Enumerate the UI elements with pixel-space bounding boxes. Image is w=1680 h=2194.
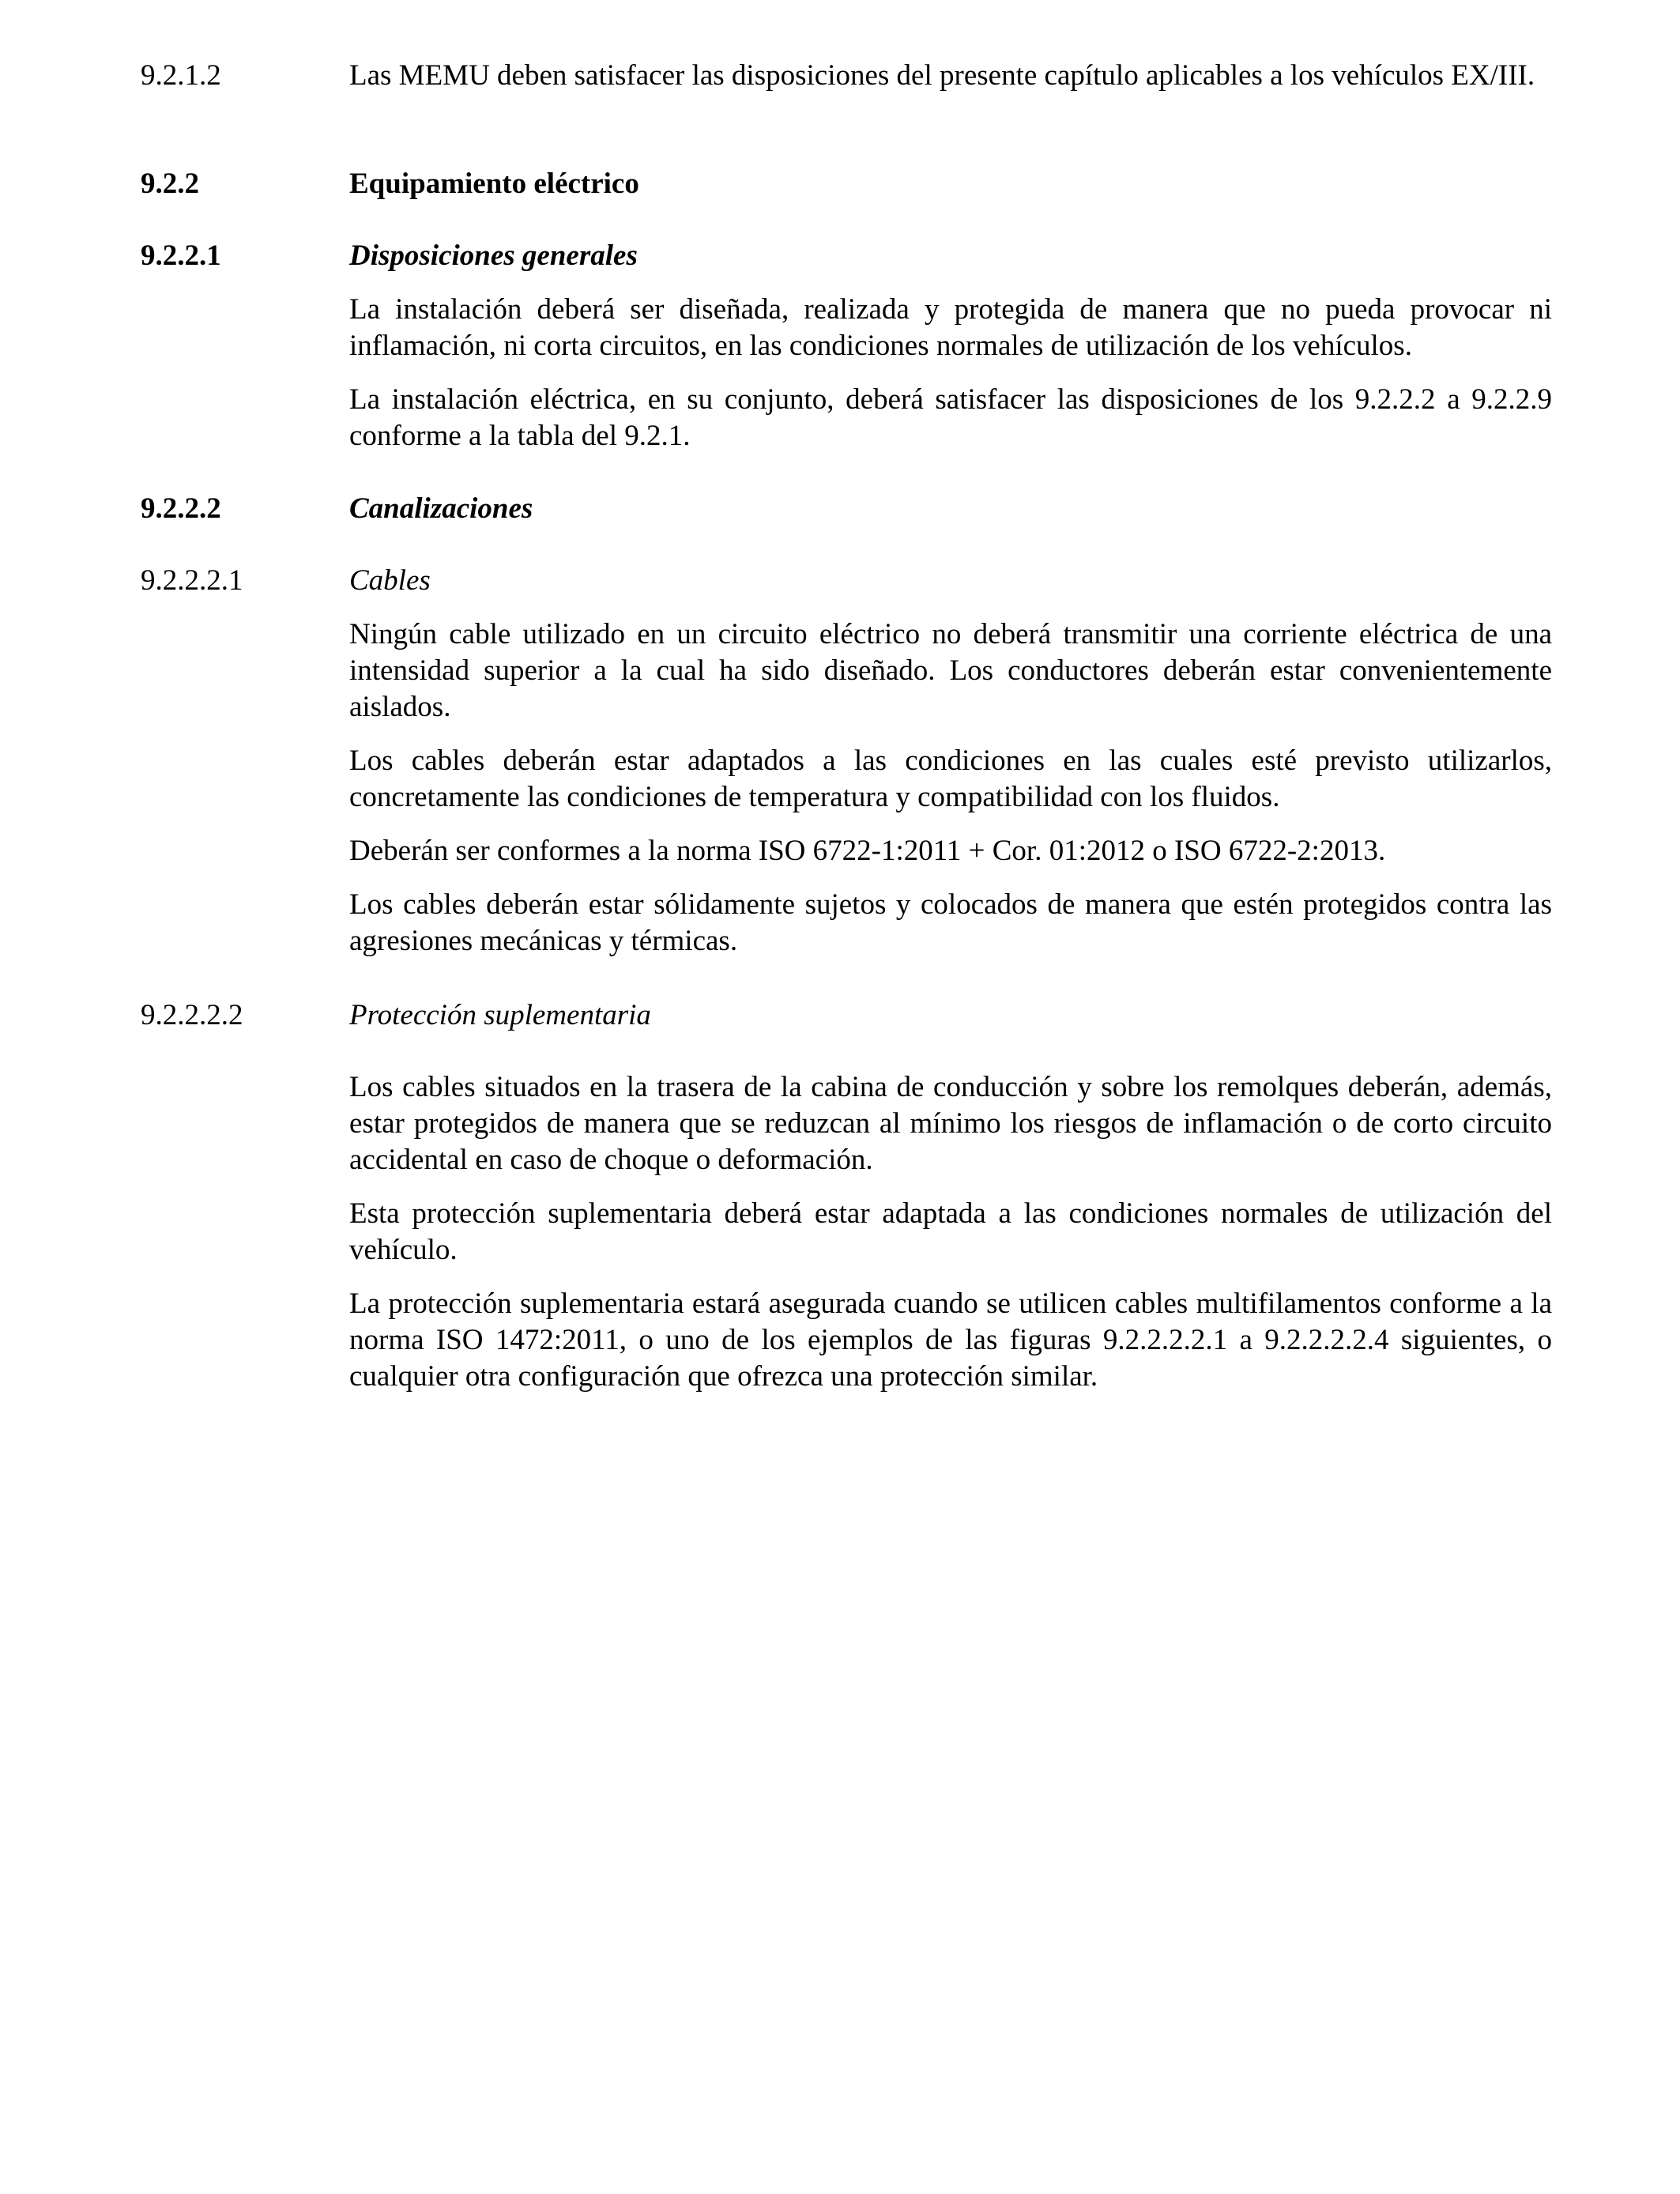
section-body (349, 616, 1552, 977)
section-heading: Disposiciones generales (349, 239, 638, 272)
section-paragraph: Deberán ser conformes a la norma ISO 6722-1:2011 + Cor. 01:2012 o ISO 6722-2:2013. (349, 835, 1386, 867)
section-body (349, 1069, 1552, 1412)
section-number: 9.2.2.2.1 (141, 564, 243, 597)
section-paragraph: La instalación deberá ser diseñada, realizada y protegida de manera que no pueda provocar ni inflamación, ni corta circuitos, en las condiciones normales de utilización de los vehículos. (349, 293, 1552, 362)
section-paragraph: La instalación eléctrica, en su conjunto, deberá satisfacer las disposiciones de los 9.2.2.2 a 9.2.2.9 conforme a la tabla del 9.2.1. (349, 383, 1552, 452)
section-paragraph: Los cables situados en la trasera de la cabina de conducción y sobre los remolques deberán, además, estar protegidos de manera que se reduzcan al mínimo los riesgos de inflamación o de corto circuito accidental en caso de choque o deformación. (349, 1071, 1552, 1176)
section-number: 9.2.2.2.2 (141, 999, 243, 1031)
section-heading: Equipamiento eléctrico (349, 168, 639, 200)
section-paragraph: Los cables deberán estar sólidamente sujetos y colocados de manera que estén protegidos contra las agresiones mecánicas y térmicas. (349, 888, 1552, 957)
section-body (349, 292, 1552, 472)
section-heading: Protección suplementaria (349, 999, 651, 1031)
section-number: 9.2.1.2 (141, 59, 221, 92)
section-number: 9.2.2.1 (141, 239, 221, 272)
section-paragraph: La protección suplementaria estará asegurada cuando se utilicen cables multifilamentos conforme a la norma ISO 1472:2011, o uno de los ejemplos de las figuras 9.2.2.2.2.1 a 9.2.2.2.2.4 siguientes, o cualquier otra configuración que ofrezca una protección similar. (349, 1287, 1552, 1393)
section-paragraph: Los cables deberán estar adaptados a las condiciones en las cuales esté previsto utilizarlos, concretamente las condiciones de temperatura y compatibilidad con los fluidos. (349, 745, 1552, 813)
section-paragraph: Las MEMU deben satisfacer las disposiciones del presente capítulo aplicables a los vehículos EX/III. (349, 59, 1535, 92)
section-heading: Cables (349, 564, 431, 597)
section-heading: Canalizaciones (349, 492, 533, 525)
section-number: 9.2.2 (141, 168, 199, 200)
section-paragraph: Esta protección suplementaria deberá estar adaptada a las condiciones normales de utilización del vehículo. (349, 1197, 1552, 1266)
section-number: 9.2.2.2 (141, 492, 221, 525)
section-paragraph: Ningún cable utilizado en un circuito eléctrico no deberá transmitir una corriente eléctrica de una intensidad superior a la cual ha sido diseñado. Los conductores deberán estar convenientemente aislados. (349, 618, 1552, 723)
